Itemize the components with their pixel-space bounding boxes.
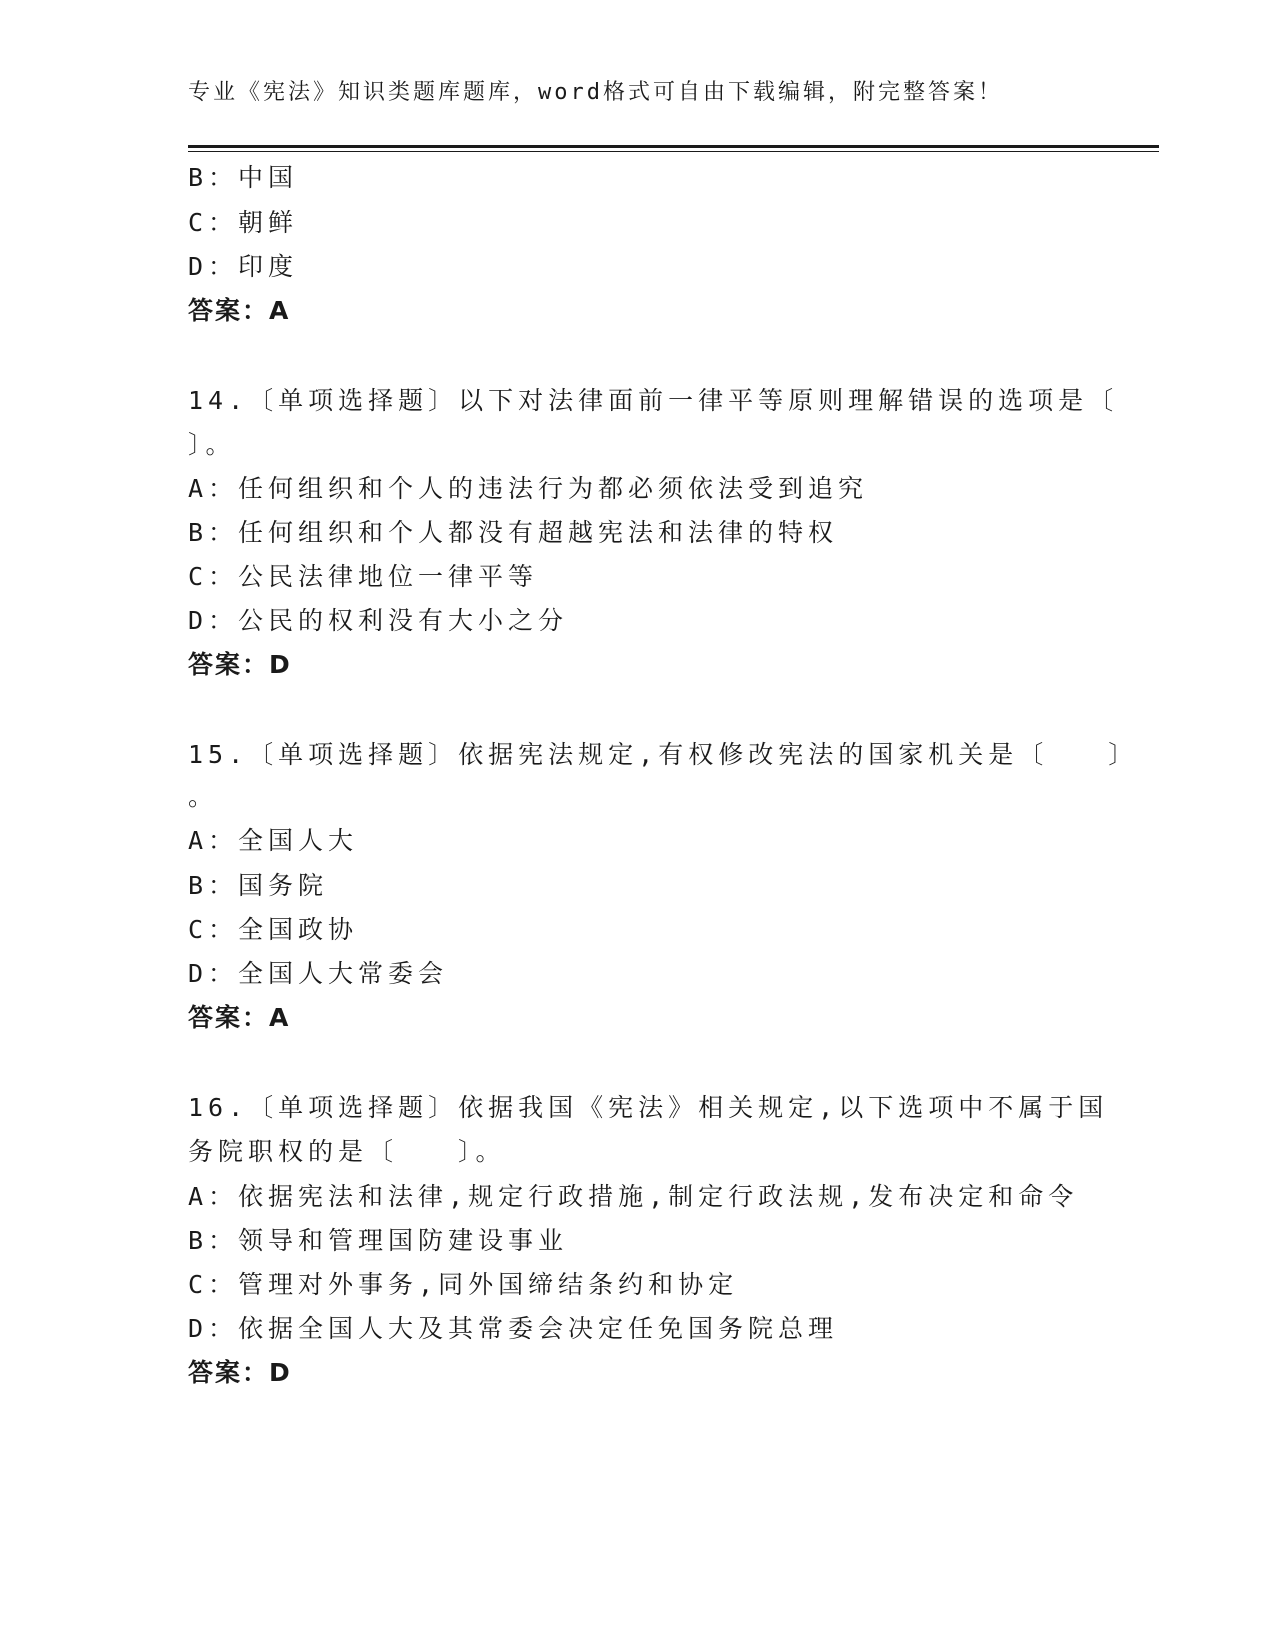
option-a: A：任何组织和个人的违法行为都必须依法受到追究 <box>188 474 869 503</box>
question-stem-cont: 。 <box>188 782 219 811</box>
header-divider-thick <box>188 145 1159 148</box>
option-c: C：朝鲜 <box>188 208 299 237</box>
question-stem-cont: 〕。 <box>188 430 236 459</box>
option-d: D：印度 <box>188 252 299 281</box>
option-b: B：中国 <box>188 163 299 192</box>
option-c: C：公民法律地位一律平等 <box>188 562 539 591</box>
answer: 答案：D <box>188 650 292 679</box>
option-c: C：管理对外事务,同外国缔结条约和协定 <box>188 1270 739 1299</box>
question-stem-cont: 务院职权的是〔 〕。 <box>188 1137 506 1166</box>
question-stem: 15.〔单项选择题〕依据宪法规定,有权修改宪法的国家机关是〔 〕 <box>188 740 1139 769</box>
answer: 答案：D <box>188 1358 292 1387</box>
answer: 答案：A <box>188 1003 291 1032</box>
option-d: D：全国人大常委会 <box>188 959 449 988</box>
option-c: C：全国政协 <box>188 915 359 944</box>
option-d: D：公民的权利没有大小之分 <box>188 606 569 635</box>
option-d: D：依据全国人大及其常委会决定任免国务院总理 <box>188 1314 839 1343</box>
option-b: B：任何组织和个人都没有超越宪法和法律的特权 <box>188 518 839 547</box>
option-b: B：领导和管理国防建设事业 <box>188 1226 569 1255</box>
answer: 答案：A <box>188 296 291 325</box>
option-a: A：依据宪法和法律,规定行政措施,制定行政法规,发布决定和命令 <box>188 1182 1079 1211</box>
header-divider-thin <box>188 151 1159 152</box>
document-header: 专业《宪法》知识类题库题库，word格式可自由下载编辑，附完整答案！ <box>188 80 1003 105</box>
option-a: A：全国人大 <box>188 826 359 855</box>
question-stem: 14.〔单项选择题〕以下对法律面前一律平等原则理解错误的选项是〔 <box>188 386 1119 415</box>
question-stem: 16.〔单项选择题〕依据我国《宪法》相关规定,以下选项中不属于国 <box>188 1093 1109 1122</box>
option-b: B：国务院 <box>188 871 329 900</box>
